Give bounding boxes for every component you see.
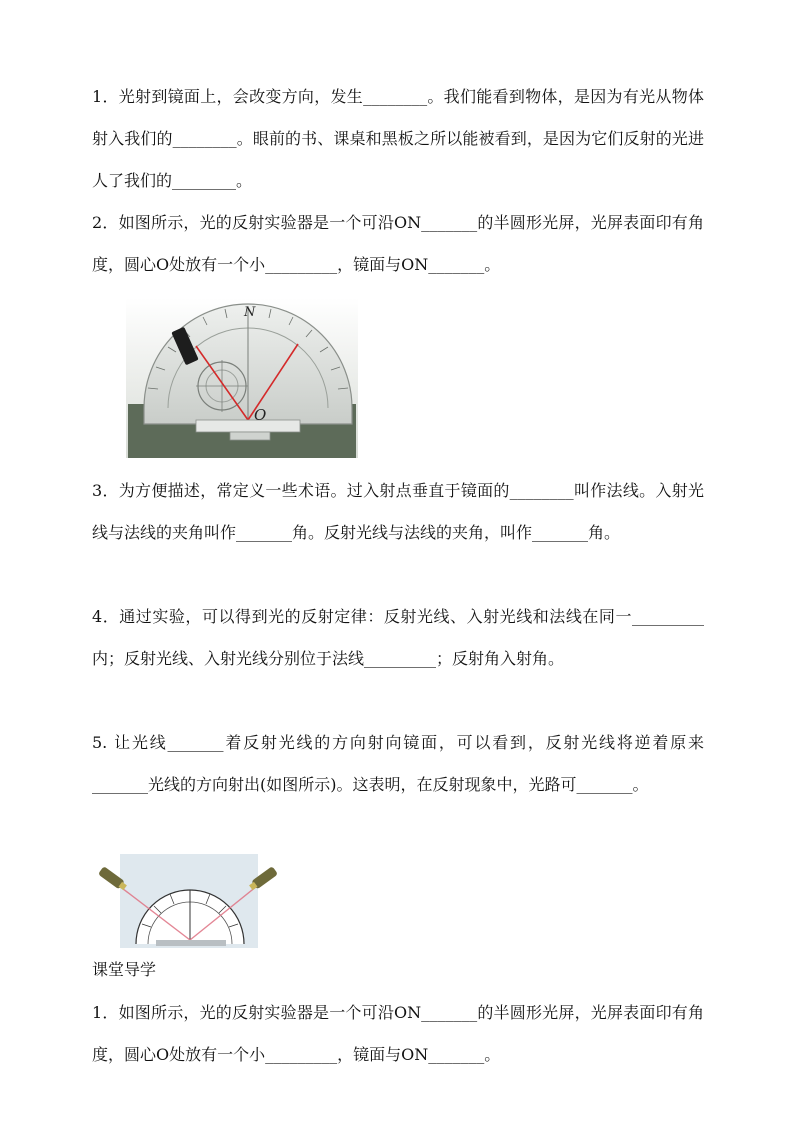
mirror bbox=[196, 420, 300, 432]
center-label-o: O bbox=[254, 406, 267, 424]
question-5: 5. 让光线_______着反射光线的方向射向镜面，可以看到，反射光线将逆着原来_______光线的方向射出(如图所示)。这表明，在反射现象中，光路可_______。 bbox=[92, 733, 704, 794]
reversible-path-figure bbox=[96, 854, 280, 948]
normal-label-n: N bbox=[244, 305, 256, 320]
question-1: 1．光射到镜面上，会改变方向，发生________。我们能看到物体，是因为有光从物体射入我们的________。眼前的书、课桌和黑板之所以能被看到，是因为它们反射的光进人了我们的________。 bbox=[92, 87, 704, 190]
question-4: 4．通过实验，可以得到光的反射定律：反射光线、入射光线和法线在同一_________内；反射光线、入射光线分别位于法线_________；反射角入射角。 bbox=[92, 607, 704, 668]
question-6: 1．如图所示，光的反射实验器是一个可沿ON_______的半圆形光屏，光屏表面印有角度，圆心O处放有一个小_________，镜面与ON_______。 bbox=[92, 1003, 704, 1064]
section-heading: 课堂导学 bbox=[92, 960, 157, 979]
question-3: 3．为方便描述，常定义一些术语。过入射点垂直于镜面的________叫作法线。入射光线与法线的夹角叫作_______角。反射光线与法线的夹角，叫作_______角。 bbox=[92, 481, 704, 542]
reflection-apparatus-figure bbox=[126, 298, 358, 458]
question-2: 2．如图所示，光的反射实验器是一个可沿ON_______的半圆形光屏，光屏表面印有角度，圆心O处放有一个小_________，镜面与ON_______。 bbox=[92, 213, 704, 274]
